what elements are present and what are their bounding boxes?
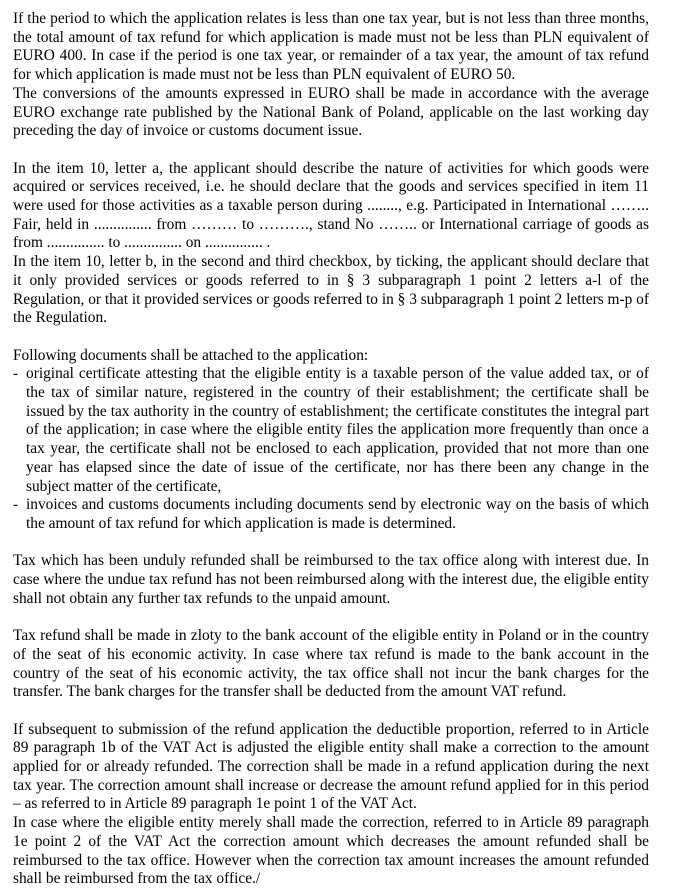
item-10a-paragraph: In the item 10, letter a, the applicant should describe the nature of activities for which goods were acquired or services received, i.e. he should declare that the goods and services specified in item 11 were used for those activities as a taxable person during ........, e.g. Participated in International …….. Fair, held in ............... from ……… to ………., stand No …….. or International carriage of goods as from ............... to ............... on ............... . [13, 159, 649, 252]
exchange-rate-paragraph: The conversions of the amounts expressed in EURO shall be made in accordance with the average EURO exchange rate published by the National Bank of Poland, applicable on the last working day preceding the day of invoice or customs document issue. [13, 84, 649, 140]
paragraph-spacer [13, 534, 649, 553]
refund-payment-paragraph: Tax refund shall be made in zloty to the bank account of the eligible entity in Poland or in the country of the seat of his economic activity. In case where tax refund is made to the bank account in the country of the seat of his economic activity, the tax office shall not incur the bank charges for the transfer. The bank charges for the transfer shall be deducted from the amount VAT refund. [13, 627, 649, 701]
certificate-item-text: original certificate attesting that the eligible entity is a taxable person of the value added tax, or of the tax of similar nature, registered in the country of their establishment; the certificate shall be issued by the tax authority in the country of establishment; the certificate constitutes the integral part of the application; in case where the eligible entity files the application more frequently than once a tax year, the certificate shall not be enclosed to each application, provided that not more than one year has elapsed since the date of issue of the certificate, nor has there been any change in the subject matter of the certificate, [26, 365, 649, 495]
paragraph-spacer [13, 702, 649, 721]
paragraph-spacer [13, 608, 649, 627]
minimum-refund-paragraph: If the period to which the application relates is less than one tax year, but is not less than three months, the total amount of tax refund for which application is made must not be less than PLN equivalent of EURO 400. In case if the period is one tax year, or remainder of a tax year, the amount of tax refund for which application is made must not be less than PLN equivalent of EURO 50. [13, 10, 649, 84]
correction-reimbursement-paragraph: In case where the eligible entity merely shall made the correction, referred to in Article 89 paragraph 1e point 2 of the VAT Act the correction amount which decreases the amount refunded shall be reimbursed to the tax office. However when the correction tax amount increases the amount refunded shall be reimbursed from the tax office./ [13, 814, 649, 888]
invoices-item-text: invoices and customs documents including documents send by electronic way on the basis of which the amount of tax refund for which application is made is determined. [26, 496, 649, 532]
correction-paragraph: If subsequent to submission of the refund application the deductible proportion, referred to in Article 89 paragraph 1b of the VAT Act is adjusted the eligible entity shall make a correction to the amount applied for or already refunded. The correction shall be made in a refund application during the next tax year. The correction amount shall increase or decrease the amount refund applied for in this period – as referred to in Article 89 paragraph 1e point 1 of the VAT Act. [13, 720, 649, 813]
item-10b-paragraph: In the item 10, letter b, in the second and third checkbox, by ticking, the applicant should declare that it only provided services or goods referred to in § 3 subparagraph 1 point 2 letters a-l of the Regulation, or that it provided services or goods referred to in § 3 subparagraph 1 point 2 letters m-p of the Regulation. [13, 253, 649, 327]
list-item [13, 496, 649, 533]
attachments-heading: Following documents shall be attached to the application: [13, 346, 369, 364]
undue-refund-paragraph: Tax which has been unduly refunded shall be reimbursed to the tax office along with interest due. In case where the undue tax refund has not been reimbursed along with the interest due, the eligible entity shall not obtain any further tax refunds to the unpaid amount. [13, 552, 649, 607]
list-item [13, 365, 649, 496]
list-dash: - [13, 365, 19, 383]
paragraph-spacer [13, 141, 649, 160]
paragraph-spacer [13, 328, 649, 347]
list-dash: - [13, 496, 19, 514]
